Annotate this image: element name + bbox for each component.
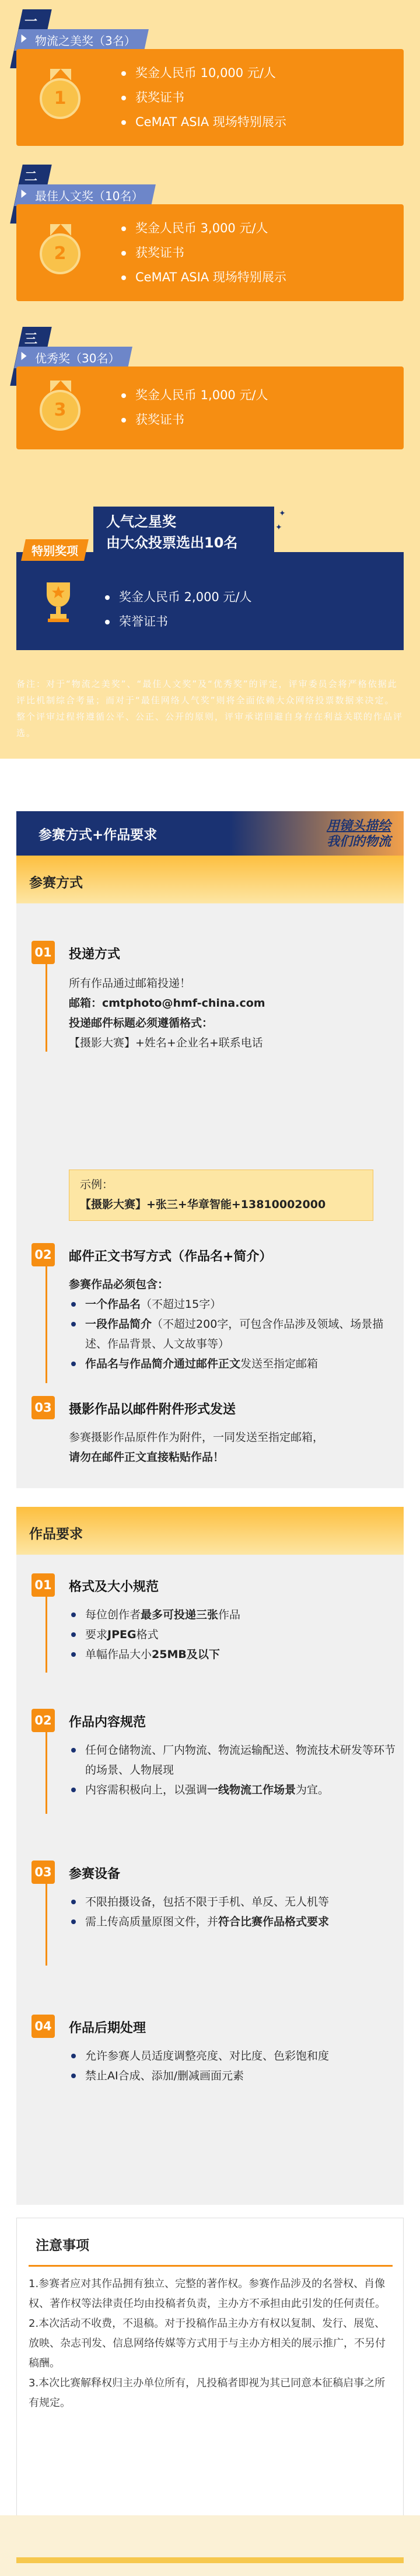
list-item: 禁止AI合成、添加/删减画面元素 xyxy=(69,2066,396,2086)
step-number: 01 xyxy=(32,941,55,964)
step-body: 所有作品通过邮箱投递！ 邮箱：cmtphoto@hmf-china.com 投递邮件标题必须遵循格式： 【摄影大赛】+姓名+企业名+联系电话 xyxy=(69,977,265,1049)
list-item: 奖金人民币 3,000 元/人 xyxy=(120,216,286,240)
medal-icon: 1 xyxy=(40,78,80,119)
step-title: 参赛设备 xyxy=(69,1867,121,1882)
sparkle-icon: ✦ xyxy=(279,509,286,518)
second-prize-rank: 二等奖 xyxy=(10,165,51,224)
timeline-line xyxy=(46,1597,47,1673)
step-number: 02 xyxy=(32,1243,55,1266)
banner-slogan: 用镜头描绘 我们的物流 xyxy=(326,819,391,849)
third-prize-list xyxy=(120,383,268,432)
list-item: 获奖证书 xyxy=(120,407,268,432)
step-title: 摄影作品以邮件附件形式发送 xyxy=(69,1402,236,1417)
divider xyxy=(29,2265,393,2267)
notice-text: 1.参赛者应对其作品拥有独立、完整的著作权。参赛作品涉及的名誉权、肖像权、著作权等法律责任均由投稿者负责，主办方不承担由此引发的任何责任。 2.本次活动不收费，不退稿。对于投稿作品主办方有权以复制、发行、展览、放映、杂志刊发、信息网络传媒等方式用于与主办方相关的展示推广，不另付稿酬。 3.本次比赛解释权归主办单位所有，凡投稿者即视为其已同意本征稿启事之所有规定。 xyxy=(29,2278,386,2409)
list-item: 一个作品名（不超过15字） xyxy=(69,1294,396,1314)
timeline-line xyxy=(46,1266,47,1383)
special-award-list xyxy=(104,585,252,634)
first-prize-list xyxy=(120,61,286,134)
timeline-line xyxy=(46,1732,47,1814)
list-item: 奖金人民币 1,000 元/人 xyxy=(120,383,268,407)
participation-panel xyxy=(16,856,404,1488)
step-title: 作品后期处理 xyxy=(69,2021,146,2036)
participation-header xyxy=(16,856,404,903)
notice-box xyxy=(16,2218,404,2542)
step-number: 03 xyxy=(32,1861,55,1884)
medal-icon: 3 xyxy=(40,390,80,431)
list-item: CeMAT ASIA 现场特别展示 xyxy=(120,110,286,134)
special-award-title xyxy=(93,507,274,558)
requirements-title: 作品要求 xyxy=(29,1527,83,1542)
list-item: 任何仓储物流、厂内物流、物流运输配送、物流技术研发等环节的场景、人物展现 xyxy=(69,1740,396,1780)
special-award-desc: 由大众投票选出10名 xyxy=(106,535,238,551)
requirements-panel xyxy=(16,1507,404,2205)
special-award-name: 人气之星奖 xyxy=(106,514,176,530)
third-prize-rank: 三等奖 xyxy=(10,327,51,386)
list-item: 内容需积极向上，以强调一线物流工作场景为宜。 xyxy=(69,1780,396,1800)
award-note: 备注：对于“物流之美奖”、“最佳人文奖”及“优秀奖”的评定，评审委员会将严格依据此评比机制综合考量；而对于“最佳网络人气奖”则将全面依赖大众网络投票数据来决定。整个评审过程将遵循公平、公正、公开的原则，评审承诺回避自身存在利益关联的作品评选。 xyxy=(16,679,404,738)
step-number: 04 xyxy=(32,2015,55,2038)
list-item: CeMAT ASIA 现场特别展示 xyxy=(120,265,286,289)
footer-band xyxy=(0,2515,420,2576)
list-item: 单幅作品大小25MB及以下 xyxy=(69,1645,396,1664)
trophy-icon xyxy=(42,579,75,626)
list-item: 允许参赛人员适度调整亮度、对比度、色彩饱和度 xyxy=(69,2046,396,2066)
first-prize-card xyxy=(16,49,404,146)
first-prize-rank: 一等奖 xyxy=(10,9,51,68)
third-prize-name: 优秀奖（30名） xyxy=(14,347,132,368)
list-item: 要求JPEG格式 xyxy=(69,1625,396,1645)
requirements-header xyxy=(16,1507,404,1555)
list-item: 获奖证书 xyxy=(120,240,286,265)
list-item: 每位创作者最多可投递三张作品 xyxy=(69,1605,396,1625)
step-title: 格式及大小规范 xyxy=(69,1580,159,1594)
step-intro: 参赛作品必须包含： xyxy=(69,1278,169,1291)
example-box: 示例： 【摄影大赛】+张三+华章智能+13810002000 xyxy=(69,1170,373,1221)
medal-icon: 2 xyxy=(40,233,80,274)
awards-section xyxy=(0,0,420,759)
list-item: 奖金人民币 10,000 元/人 xyxy=(120,61,286,85)
step-title: 邮件正文书写方式（作品名+简介） xyxy=(69,1249,272,1264)
special-award-tag: 特别奖项 xyxy=(21,539,89,561)
second-prize-list xyxy=(120,216,286,289)
first-prize-name: 物流之美奖（3名） xyxy=(14,29,149,51)
list-item: 需上传高质量原图文件，并符合比赛作品格式要求 xyxy=(69,1912,396,1932)
step-bullets xyxy=(69,2046,396,2086)
step-bullets xyxy=(69,1294,396,1374)
step-bullets xyxy=(69,1740,396,1800)
timeline-line xyxy=(46,964,47,1052)
list-item: 奖金人民币 2,000 元/人 xyxy=(104,585,252,609)
step-number: 01 xyxy=(32,1573,55,1597)
third-prize-card xyxy=(16,366,404,449)
step-bullets xyxy=(69,1892,396,1932)
step-title: 作品内容规范 xyxy=(69,1715,146,1730)
footer-stripe xyxy=(16,2557,404,2563)
step-bullets xyxy=(69,1605,396,1664)
section-banner xyxy=(16,811,404,856)
notice-title: 注意事项 xyxy=(36,2238,89,2253)
step-body: 参赛摄影作品原件作为附件，一同发送至指定邮箱， 请勿在邮件正文直接粘贴作品！ xyxy=(69,1431,324,1464)
list-item: 不限拍摄设备，包括不限于手机、单反、无人机等 xyxy=(69,1892,396,1912)
banner-title: 参赛方式+作品要求 xyxy=(38,828,158,843)
second-prize-card xyxy=(16,204,404,301)
list-item: 获奖证书 xyxy=(120,85,286,110)
list-item: 作品名与作品简介通过邮件正文发送至指定邮箱 xyxy=(69,1354,396,1374)
participation-title: 参赛方式 xyxy=(29,875,83,891)
timeline-line xyxy=(46,1884,47,1966)
second-prize-name: 最佳人文奖（10名） xyxy=(14,184,156,206)
step-title: 投递方式 xyxy=(69,947,121,962)
list-item: 一段作品简介（不超过200字，可包含作品涉及领域、场景描述、作品背景、人文故事等） xyxy=(69,1314,396,1354)
step-number: 02 xyxy=(32,1709,55,1732)
list-item: 荣誉证书 xyxy=(104,609,252,634)
sparkle-icon: ✦ xyxy=(275,523,282,532)
step-number: 03 xyxy=(32,1396,55,1419)
